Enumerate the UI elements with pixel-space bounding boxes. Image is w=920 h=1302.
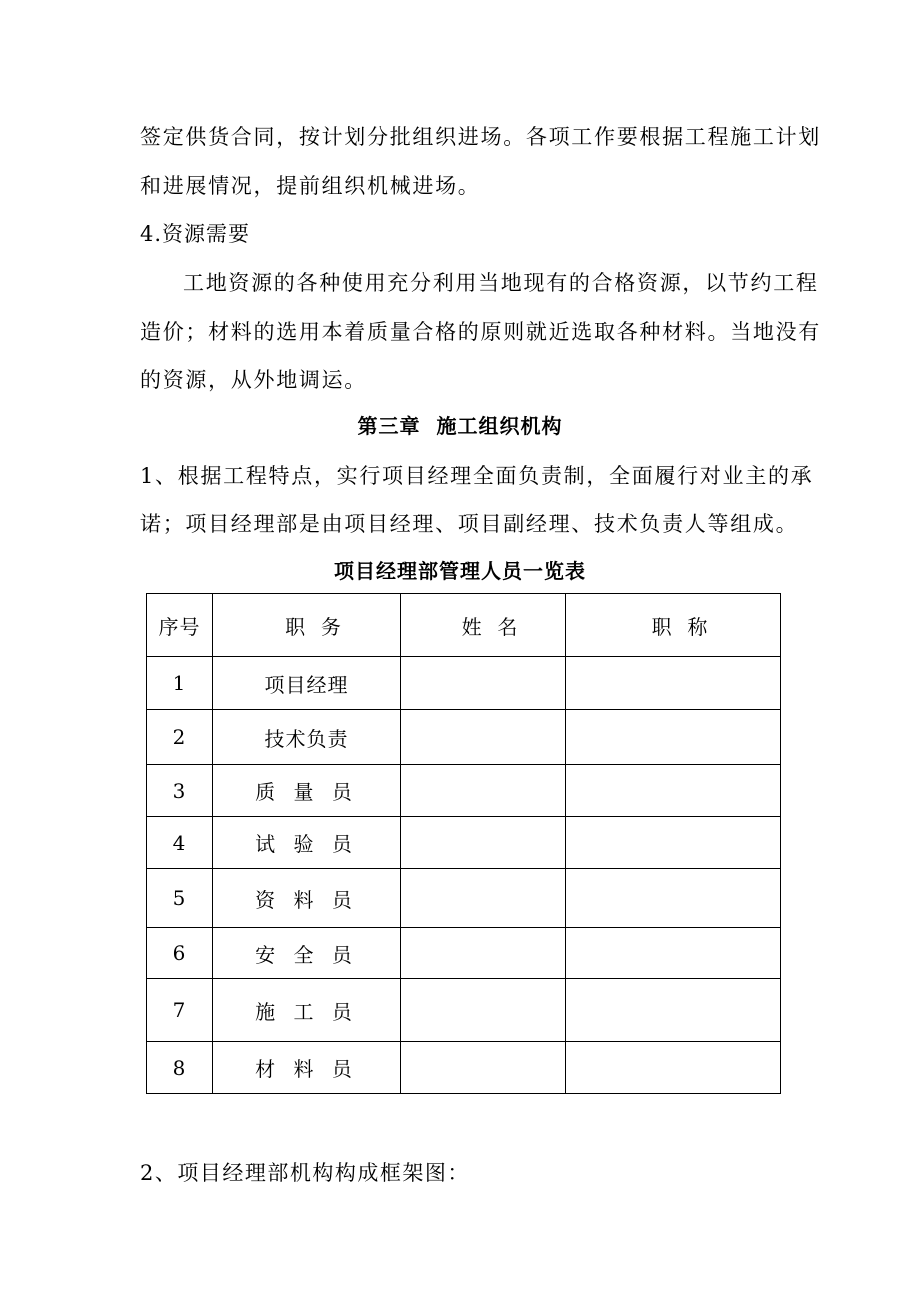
- cell-duty: 资 料 员: [213, 869, 401, 928]
- paragraph-line: 2、项目经理部机构构成框架图：: [140, 1161, 470, 1185]
- paragraph-line: 诺；项目经理部是由项目经理、项目副经理、技术负责人等组成。: [140, 512, 799, 536]
- paragraph-line: 造价；材料的选用本着质量合格的原则就近选取各种材料。当地没有: [140, 320, 821, 344]
- cell-no: 6: [147, 928, 213, 979]
- cell-no: 8: [147, 1042, 213, 1094]
- cell-title: [566, 979, 781, 1042]
- cell-duty: 材 料 员: [213, 1042, 401, 1094]
- cell-duty: 试 验 员: [213, 817, 401, 869]
- table-row: [147, 928, 781, 979]
- cell-name: [401, 710, 566, 765]
- paragraph-line: 1、根据工程特点，实行项目经理全面负责制，全面履行对业主的承: [140, 464, 814, 488]
- cell-duty: 质 量 员: [213, 765, 401, 817]
- section-heading: 4.资源需要: [140, 222, 251, 246]
- cell-name: [401, 869, 566, 928]
- header-no: 序号: [147, 594, 213, 657]
- cell-title: [566, 928, 781, 979]
- header-name: 姓 名: [401, 594, 566, 657]
- table-row: [147, 979, 781, 1042]
- cell-name: [401, 817, 566, 869]
- cell-name: [401, 928, 566, 979]
- cell-duty: 项目经理: [213, 657, 401, 710]
- table-row: [147, 817, 781, 869]
- cell-no: 2: [147, 710, 213, 765]
- cell-no: 5: [147, 869, 213, 928]
- paragraph-line: 工地资源的各种使用充分利用当地现有的合格资源，以节约工程: [183, 271, 819, 295]
- cell-title: [566, 765, 781, 817]
- header-title: 职 称: [566, 594, 781, 657]
- cell-title: [566, 657, 781, 710]
- staff-table: [146, 593, 781, 1094]
- cell-name: [401, 979, 566, 1042]
- paragraph-line: 的资源，从外地调运。: [140, 368, 367, 392]
- cell-name: [401, 1042, 566, 1094]
- table-header-row: [147, 594, 781, 657]
- cell-no: 4: [147, 817, 213, 869]
- table-row: [147, 765, 781, 817]
- cell-no: 1: [147, 657, 213, 710]
- paragraph-line: 和进展情况，提前组织机械进场。: [140, 174, 481, 198]
- chapter-title: 第三章 施工组织机构: [357, 414, 563, 438]
- header-duty: 职 务: [213, 594, 401, 657]
- table-row: [147, 710, 781, 765]
- cell-title: [566, 1042, 781, 1094]
- cell-title: [566, 817, 781, 869]
- cell-no: 3: [147, 765, 213, 817]
- table-row: [147, 1042, 781, 1094]
- cell-title: [566, 869, 781, 928]
- cell-duty: 技术负责: [213, 710, 401, 765]
- cell-name: [401, 765, 566, 817]
- table-row: [147, 869, 781, 928]
- cell-duty: 施 工 员: [213, 979, 401, 1042]
- cell-title: [566, 710, 781, 765]
- cell-no: 7: [147, 979, 213, 1042]
- cell-name: [401, 657, 566, 710]
- cell-duty: 安 全 员: [213, 928, 401, 979]
- paragraph-line: 签定供货合同，按计划分批组织进场。各项工作要根据工程施工计划: [140, 125, 821, 149]
- table-row: [147, 657, 781, 710]
- table-title: 项目经理部管理人员一览表: [334, 559, 586, 583]
